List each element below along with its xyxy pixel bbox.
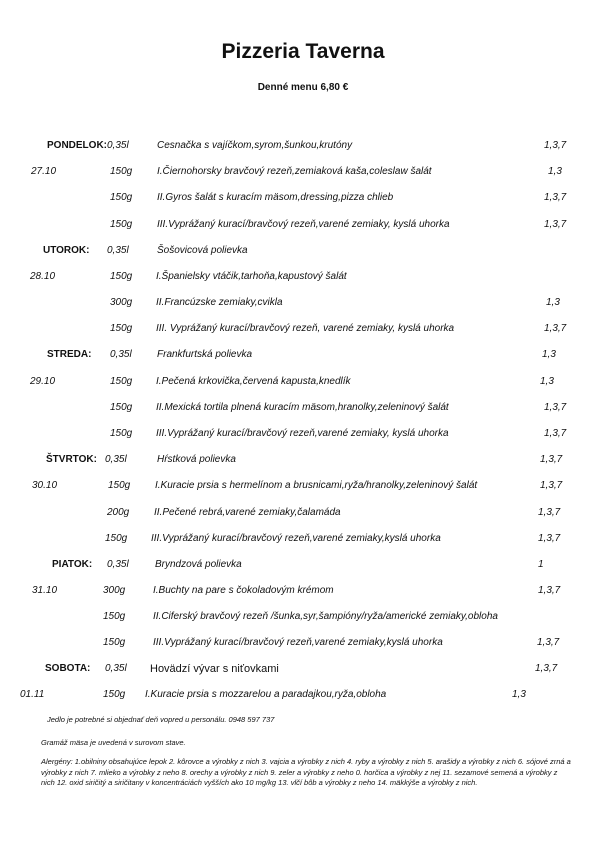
allergen-codes: 1,3,7 (535, 663, 558, 674)
dish-name: I.Kuracie prsia s hermelínom a brusnicami,ryža/hranolky,zeleninový šalát (155, 480, 478, 491)
day-label: PONDELOK: (47, 140, 107, 151)
dish-name: II.Ciferský bravčový rezeň /šunka,syr,šampióny/ryža/americké zemiaky,obloha (153, 611, 498, 622)
portion-size: 0,35l (105, 454, 127, 465)
portion-size: 150g (103, 611, 126, 622)
date-label: 29.10 (30, 376, 56, 387)
dish-name: II.Francúzske zemiaky,cvikla (156, 297, 283, 308)
allergen-codes: 1,3,7 (544, 219, 567, 230)
date-label: 28.10 (30, 271, 56, 282)
dish-name: I.Buchty na pare s čokoladovým krémom (153, 585, 334, 596)
portion-size: 150g (108, 480, 131, 491)
day-label: UTOROK: (43, 245, 90, 256)
portion-size: 150g (110, 402, 133, 413)
dish-name: Frankfurtská polievka (157, 349, 253, 360)
portion-size: 300g (103, 585, 126, 596)
portion-size: 150g (110, 323, 133, 334)
dish-name: Hŕstková polievka (157, 454, 236, 465)
day-label: STREDA: (47, 349, 92, 360)
daily-menu-price: Denné menu 6,80 € (257, 82, 349, 93)
portion-size: 200g (107, 507, 130, 518)
date-label: 31.10 (32, 585, 58, 596)
dish-name: II.Gyros šalát s kuracím mäsom,dressing,pizza chlieb (157, 192, 394, 203)
dish-name: I.Pečená krkovička,červená kapusta,knedlík (156, 376, 351, 387)
allergen-codes: 1,3 (548, 166, 562, 177)
portion-size: 150g (110, 219, 133, 230)
allergen-codes: 1,3,7 (538, 533, 561, 544)
day-label: SOBOTA: (45, 663, 91, 674)
date-label: 27.10 (31, 166, 57, 177)
dish-name: III.Vyprážaný kurací/bravčový rezeň,varené zemiaky, kyslá uhorka (157, 219, 450, 230)
dish-name: Bryndzová polievka (155, 559, 242, 570)
allergen-codes: 1,3,7 (540, 454, 563, 465)
dish-name: III. Vyprážaný kurací/bravčový rezeň, varené zemiaky, kyslá uhorka (156, 323, 455, 334)
order-note: Jedlo je potrebné si objednať deň vopred u personálu. 0948 597 737 (47, 715, 275, 724)
allergen-codes: 1,3,7 (544, 140, 567, 151)
portion-size: 150g (110, 166, 133, 177)
day-label: ŠTVRTOK: (46, 454, 97, 465)
portion-size: 150g (110, 192, 133, 203)
dish-name: Cesnačka s vajíčkom,syrom,šunkou,krutóny (157, 140, 353, 151)
portion-size: 0,35l (107, 559, 129, 570)
dish-name: Hovädzí vývar s niťovkami (150, 663, 279, 675)
date-label: 01.11 (20, 689, 45, 700)
allergen-codes: 1,3 (542, 349, 556, 360)
dish-name: I.Čiernohorsky bravčový rezeň,zemiaková kaša,coleslaw šalát (157, 166, 432, 177)
allergen-codes: 1,3 (546, 297, 560, 308)
portion-size: 0,35l (107, 140, 129, 151)
portion-size: 150g (105, 533, 128, 544)
allergen-codes: 1,3 (540, 376, 554, 387)
dish-name: I.Kuracie prsia s mozzarelou a paradajkou,ryža,obloha (145, 689, 387, 700)
dish-name: III.Vyprážaný kurací/bravčový rezeň,varené zemiaky, kyslá uhorka (156, 428, 449, 439)
allergen-codes: 1,3,7 (538, 585, 561, 596)
portion-size: 0,35l (105, 663, 127, 674)
portion-size: 150g (103, 637, 126, 648)
allergen-codes: 1,3,7 (544, 428, 567, 439)
dish-name: III.Vyprážaný kurací/bravčový rezeň,varené zemiaky,kyslá uhorka (153, 637, 443, 648)
portion-size: 300g (110, 297, 133, 308)
dish-name: II.Mexická tortila plnená kuracím mäsom,hranolky,zeleninový šalát (156, 402, 449, 413)
restaurant-name: Pizzeria Taverna (221, 40, 385, 63)
portion-size: 0,35l (107, 245, 129, 256)
allergen-codes: 1,3,7 (538, 507, 561, 518)
day-label: PIATOK: (52, 559, 93, 570)
allergens-note: Alergény: 1.obilniny obsahujúce lepok 2. kôrovce a výrobky z nich 3. vajcia a výrobky z nich 4. ryby a výrobky z nich 5. arašidy a výrobky z nich 6. sójové zrná a výrobky z nich 7. mlieko a výrobky z neho 8. orechy a výrobky z nich 9. zeler a výrobky z neho 0. horčica a výrobky z nej 11. sezamové semená a výrobky z nich 12. oxid siričitý a siričitany v koncentráciách vyšších ako 10 mg/kg 13. vlčí bôb a výrobky z neho 14. mäkkýše a výrobky z nich. (41, 757, 571, 788)
dish-name: III.Vyprážaný kurací/bravčový rezeň,varené zemiaky,kyslá uhorka (151, 533, 441, 544)
allergen-codes: 1 (538, 559, 544, 570)
allergen-codes: 1,3,7 (544, 192, 567, 203)
weight-note: Gramáž mäsa je uvedená v surovom stave. (41, 738, 186, 747)
portion-size: 150g (110, 271, 133, 282)
allergen-codes: 1,3,7 (544, 402, 567, 413)
dish-name: Šošovicová polievka (157, 245, 248, 256)
portion-size: 0,35l (110, 349, 132, 360)
date-label: 30.10 (32, 480, 58, 491)
portion-size: 150g (110, 376, 133, 387)
dish-name: I.Španielsky vtáčik,tarhoňa,kapustový šalát (156, 271, 347, 282)
allergen-codes: 1,3,7 (537, 637, 560, 648)
dish-name: II.Pečené rebrá,varené zemiaky,čalamáda (154, 507, 341, 518)
allergen-codes: 1,3,7 (544, 323, 567, 334)
portion-size: 150g (103, 689, 126, 700)
allergen-codes: 1,3 (512, 689, 526, 700)
allergen-codes: 1,3,7 (540, 480, 563, 491)
portion-size: 150g (110, 428, 133, 439)
